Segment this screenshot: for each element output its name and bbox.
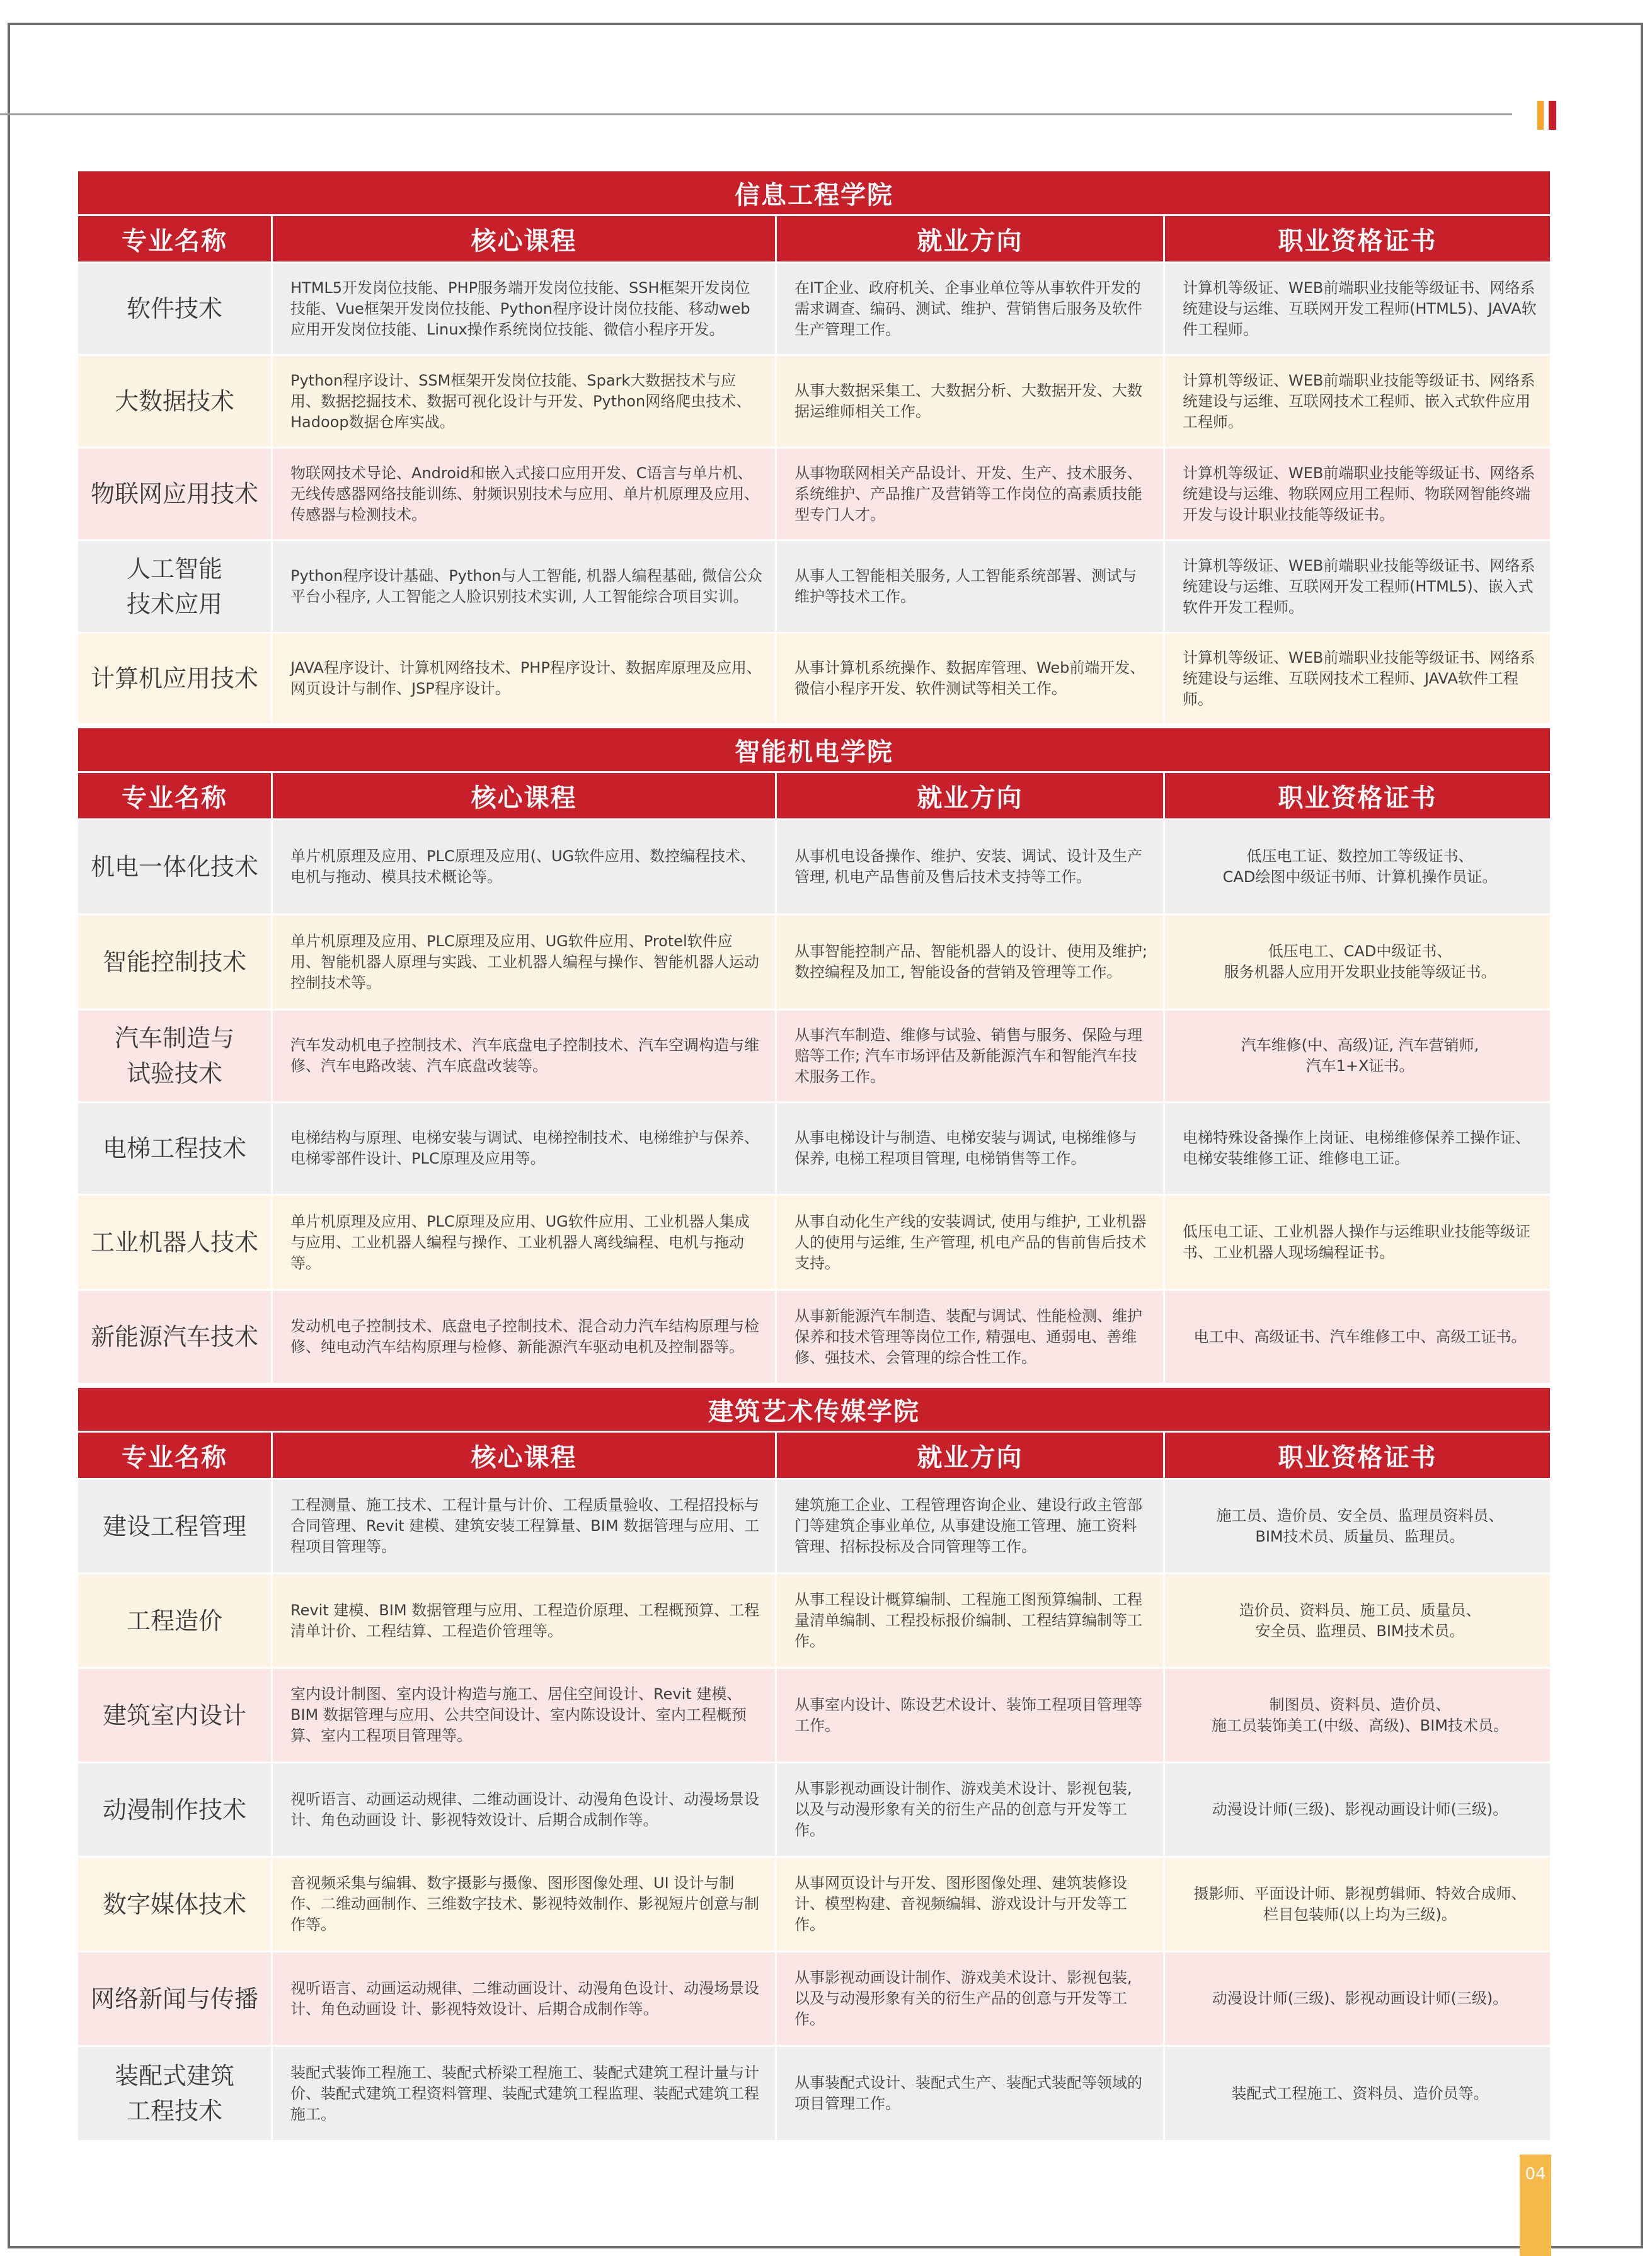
certificates-text: 低压电工证、数控加工等级证书、 CAD绘图中级证书师、计算机操作员证。 — [1222, 847, 1498, 886]
certificates-cell — [1163, 634, 1550, 723]
core-courses-text: 发动机电子控制技术、底盘电子控制技术、混合动力汽车结构原理与检修、纯电动汽车结构原理与检修、新能源汽车驱动电机及控制器等。 — [290, 1317, 759, 1356]
column-header-name: 专业名称 — [122, 226, 227, 256]
program-name-text: 工业机器人技术 — [90, 1228, 258, 1256]
certificates-text: 汽车维修(中、高级)证, 汽车营销师, 汽车1+X证书。 — [1241, 1036, 1479, 1075]
certificates-cell — [1163, 449, 1550, 539]
core-courses-text: 装配式装饰工程施工、装配式桥梁工程施工、装配式建筑工程计量与计价、装配式建筑工程资料管理、装配式建筑工程监理、装配式建筑工程施工。 — [290, 2063, 759, 2123]
core-courses-cell — [271, 1574, 775, 1667]
career-direction-cell — [775, 449, 1163, 539]
program-name-text: 工程造价 — [126, 1606, 222, 1635]
program-name-cell — [78, 1574, 271, 1667]
program-name-cell — [78, 634, 271, 723]
program-name-text: 计算机应用技术 — [90, 665, 258, 692]
career-direction-text: 从事物联网相关产品设计、开发、生产、技术服务、系统维护、产品推广及营销等工作岗位的高素质技能型专门人才。 — [794, 464, 1142, 524]
certificates-cell — [1163, 541, 1550, 632]
core-courses-text: Revit 建模、BIM 数据管理与应用、工程造价原理、工程概预算、工程清单计价、工程结算、工程造价管理等。 — [290, 1601, 760, 1640]
core-courses-text: 音视频采集与编辑、数字摄影与摄像、图形图像处理、UI 设计与制作、二维动画制作、三维数字技术、影视特效制作、影视短片创意与制作等。 — [290, 1874, 759, 1933]
career-direction-cell — [775, 356, 1163, 447]
table-row — [78, 539, 1550, 632]
table-row — [78, 261, 1550, 354]
section-3 — [78, 1388, 1550, 2140]
certificates-text: 施工员、造价员、安全员、监理员资料员、 BIM技术员、质量员、监理员。 — [1216, 1506, 1504, 1545]
certificates-text: 计算机等级证、WEB前端职业技能等级证书、网络系统建设与运维、互联网开发工程师(HTML5)、JAVA软件工程师。 — [1183, 278, 1537, 338]
certificates-cell — [1163, 1669, 1550, 1761]
career-direction-text: 从事自动化生产线的安装调试, 使用与维护, 工业机器人的使用与运维, 生产管理, 机电产品的售前售后技术支持。 — [794, 1212, 1147, 1272]
column-header-certs: 职业资格证书 — [1163, 1433, 1550, 1478]
core-courses-text: 单片机原理及应用、PLC原理及应用、UG软件应用、Protel软件应用、智能机器人原理与实践、工业机器人编程与操作、智能机器人运动控制技术等。 — [290, 932, 759, 992]
career-direction-cell — [775, 541, 1163, 632]
career-direction-text: 从事汽车制造、维修与试验、销售与服务、保险与理赔等工作; 汽车市场评估及新能源汽车和智能汽车技术服务工作。 — [794, 1026, 1142, 1085]
career-direction-cell — [775, 1858, 1163, 1950]
career-direction-cell — [775, 1952, 1163, 2045]
core-courses-cell — [271, 1480, 775, 1572]
column-header-row — [78, 214, 1550, 261]
certificates-cell — [1163, 820, 1550, 913]
section-title: 信息工程学院 — [78, 171, 1550, 214]
certificates-text: 计算机等级证、WEB前端职业技能等级证书、网络系统建设与运维、互联网技术工程师、JAVA软件工程师。 — [1183, 648, 1535, 708]
program-name-cell — [78, 1858, 271, 1950]
program-name-text: 动漫制作技术 — [102, 1795, 246, 1824]
certificates-cell — [1163, 2047, 1550, 2140]
core-courses-cell — [271, 1669, 775, 1761]
table-row — [78, 1478, 1550, 1572]
program-name-text: 数字媒体技术 — [102, 1890, 246, 1918]
program-name-text: 建筑室内设计 — [102, 1701, 246, 1729]
career-direction-text: 从事新能源汽车制造、装配与调试、性能检测、维护保养和技术管理等岗位工作, 精强电、通弱电、善维修、强技术、会管理的综合性工作。 — [794, 1307, 1142, 1366]
certificates-cell — [1163, 356, 1550, 447]
certificates-text: 低压电工证、工业机器人操作与运维职业技能等级证书、工业机器人现场编程证书。 — [1183, 1223, 1530, 1261]
career-direction-text: 从事计算机系统操作、数据库管理、Web前端开发、微信小程序开发、软件测试等相关工作。 — [794, 659, 1145, 697]
program-name-cell — [78, 541, 271, 632]
table-row — [78, 1761, 1550, 1856]
core-courses-text: Python程序设计基础、Python与人工智能, 机器人编程基础, 微信公众平台小程序, 人工智能之人脸识别技术实训, 人工智能综合项目实训。 — [290, 567, 762, 605]
table-row — [78, 818, 1550, 913]
corner-accent-mark — [1537, 101, 1556, 130]
core-courses-text: Python程序设计、SSM框架开发岗位技能、Spark大数据技术与应用、数据挖掘技术、数据可视化设计与开发、Python网络爬虫技术、Hadoop数据仓库实战。 — [290, 371, 752, 431]
core-courses-cell — [271, 449, 775, 539]
program-name-cell — [78, 1669, 271, 1761]
core-courses-text: 电梯结构与原理、电梯安装与调试、电梯控制技术、电梯维护与保养、电梯零部件设计、PLC原理及应用等。 — [290, 1129, 759, 1167]
table-row — [78, 1194, 1550, 1289]
section-title: 建筑艺术传媒学院 — [78, 1388, 1550, 1431]
career-direction-cell — [775, 915, 1163, 1009]
table-row — [78, 1289, 1550, 1383]
program-name-cell — [78, 1011, 271, 1101]
table-row — [78, 1572, 1550, 1667]
column-header-name: 专业名称 — [122, 783, 227, 813]
certificates-text: 装配式工程施工、资料员、造价员等。 — [1231, 2084, 1489, 2102]
column-header-jobs: 就业方向 — [775, 1433, 1163, 1478]
column-header-jobs: 就业方向 — [775, 216, 1163, 261]
column-header-row — [78, 1431, 1550, 1478]
program-name-cell — [78, 820, 271, 913]
core-courses-text: 汽车发动机电子控制技术、汽车底盘电子控制技术、汽车空调构造与维修、汽车电路改装、汽车底盘改装等。 — [290, 1036, 759, 1075]
career-direction-cell — [775, 1011, 1163, 1101]
certificates-cell — [1163, 1011, 1550, 1101]
career-direction-text: 从事室内设计、陈设艺术设计、装饰工程项目管理等工作。 — [794, 1695, 1142, 1734]
core-courses-cell — [271, 820, 775, 913]
career-direction-text: 建筑施工企业、工程管理咨询企业、建设行政主管部门等建筑企事业单位, 从事建设施工管理、施工资料管理、招标投标及合同管理等工作。 — [794, 1496, 1142, 1555]
career-direction-text: 在IT企业、政府机关、企事业单位等从事软件开发的需求调查、编码、测试、维护、营销售后服务及软件生产管理工作。 — [794, 278, 1142, 338]
table-row — [78, 1950, 1550, 2045]
table-row — [78, 354, 1550, 447]
career-direction-cell — [775, 1763, 1163, 1856]
table-row — [78, 1009, 1550, 1101]
core-courses-cell — [271, 2047, 775, 2140]
certificates-text: 计算机等级证、WEB前端职业技能等级证书、网络系统建设与运维、物联网应用工程师、物联网智能终端开发与设计职业技能等级证书。 — [1183, 464, 1535, 524]
program-name-cell — [78, 449, 271, 539]
core-courses-cell — [271, 1011, 775, 1101]
section-2 — [78, 728, 1550, 1383]
certificates-text: 低压电工、CAD中级证书、 服务机器人应用开发职业技能等级证书。 — [1224, 942, 1496, 981]
career-direction-text: 从事影视动画设计制作、游戏美术设计、影视包装, 以及与动漫形象有关的衍生产品的创意与开发等工作。 — [794, 1969, 1132, 2028]
certificates-text: 计算机等级证、WEB前端职业技能等级证书、网络系统建设与运维、互联网开发工程师(HTML5)、嵌入式软件开发工程师。 — [1183, 556, 1535, 616]
program-name-cell — [78, 1952, 271, 2045]
column-header-row — [78, 771, 1550, 818]
program-name-cell — [78, 1763, 271, 1856]
table-row — [78, 1101, 1550, 1194]
certificates-cell — [1163, 1858, 1550, 1950]
core-courses-cell — [271, 541, 775, 632]
core-courses-text: 工程测量、施工技术、工程计量与计价、工程质量验收、工程招投标与合同管理、Revit 建模、建筑安装工程算量、BIM 数据管理与应用、工程项目管理等。 — [290, 1496, 760, 1555]
core-courses-cell — [271, 356, 775, 447]
program-name-cell — [78, 915, 271, 1009]
core-courses-cell — [271, 1952, 775, 2045]
table-row — [78, 913, 1550, 1009]
core-courses-cell — [271, 263, 775, 354]
program-name-cell — [78, 356, 271, 447]
program-name-text: 网络新闻与传播 — [90, 1984, 258, 2013]
core-courses-text: 视听语言、动画运动规律、二维动画设计、动漫角色设计、动漫场景设计、角色动画设 计、影视特效设计、后期合成制作等。 — [290, 1790, 759, 1829]
career-direction-cell — [775, 263, 1163, 354]
career-direction-cell — [775, 820, 1163, 913]
core-courses-cell — [271, 1103, 775, 1194]
core-courses-cell — [271, 634, 775, 723]
core-courses-text: 物联网技术导论、Android和嵌入式接口应用开发、C语言与单片机、无线传感器网络技能训练、射频识别技术与应用、单片机原理及应用、传感器与检测技术。 — [290, 464, 759, 524]
table-row — [78, 632, 1550, 723]
accent-bar-red — [1549, 101, 1556, 130]
core-courses-cell — [271, 1858, 775, 1950]
core-courses-cell — [271, 1196, 775, 1289]
table-row — [78, 1856, 1550, 1950]
certificates-cell — [1163, 263, 1550, 354]
core-courses-cell — [271, 1291, 775, 1383]
program-name-text: 装配式建筑 工程技术 — [114, 2062, 234, 2125]
career-direction-text: 从事网页设计与开发、图形图像处理、建筑装修设计、模型构建、音视频编辑、游戏设计与开发等工作。 — [794, 1874, 1127, 1933]
program-name-text: 新能源汽车技术 — [90, 1323, 258, 1351]
career-direction-cell — [775, 1669, 1163, 1761]
table-row — [78, 447, 1550, 539]
core-courses-text: 单片机原理及应用、PLC原理及应用(、UG软件应用、数控编程技术、电机与拖动、模具技术概论等。 — [290, 847, 756, 886]
column-header-jobs: 就业方向 — [775, 773, 1163, 818]
column-header-name: 专业名称 — [122, 1443, 227, 1472]
core-courses-text: 单片机原理及应用、PLC原理及应用、UG软件应用、工业机器人集成与应用、工业机器人编程与操作、工业机器人离线编程、电机与拖动等。 — [290, 1212, 750, 1272]
career-direction-text: 从事工程设计概算编制、工程施工图预算编制、工程量清单编制、工程投标报价编制、工程结算编制等工作。 — [794, 1591, 1142, 1650]
certificates-cell — [1163, 1480, 1550, 1572]
program-name-text: 建设工程管理 — [102, 1512, 246, 1540]
core-courses-cell — [271, 1763, 775, 1856]
table-row — [78, 2045, 1550, 2140]
program-name-text: 电梯工程技术 — [102, 1135, 246, 1162]
career-direction-cell — [775, 1196, 1163, 1289]
career-direction-cell — [775, 1291, 1163, 1383]
certificates-cell — [1163, 915, 1550, 1009]
column-header-certs: 职业资格证书 — [1163, 773, 1550, 818]
page-number: 04 — [1520, 2155, 1551, 2256]
program-name-cell — [78, 1103, 271, 1194]
certificates-cell — [1163, 1763, 1550, 1856]
core-courses-text: 视听语言、动画运动规律、二维动画设计、动漫角色设计、动漫场景设计、角色动画设 计、影视特效设计、后期合成制作等。 — [290, 1979, 759, 2018]
core-courses-cell — [271, 915, 775, 1009]
column-header-courses: 核心课程 — [271, 773, 775, 818]
career-direction-text: 从事影视动画设计制作、游戏美术设计、影视包装, 以及与动漫形象有关的衍生产品的创意与开发等工作。 — [794, 1780, 1132, 1839]
career-direction-text: 从事智能控制产品、智能机器人的设计、使用及维护; 数控编程及加工, 智能设备的营销及管理等工作。 — [794, 942, 1148, 981]
career-direction-text: 从事装配式设计、装配式生产、装配式装配等领域的项目管理工作。 — [794, 2074, 1142, 2112]
certificates-cell — [1163, 1952, 1550, 2045]
career-direction-cell — [775, 1574, 1163, 1667]
core-courses-text: HTML5开发岗位技能、PHP服务端开发岗位技能、SSH框架开发岗位技能、Vue框架开发岗位技能、Python程序设计岗位技能、移动web应用开发岗位技能、Linux操作系统岗位技能、微信小程序开发。 — [290, 278, 750, 338]
section-1 — [78, 171, 1550, 723]
career-direction-cell — [775, 2047, 1163, 2140]
table-row — [78, 1667, 1550, 1761]
program-name-text: 大数据技术 — [114, 387, 234, 415]
program-name-text: 软件技术 — [126, 295, 222, 323]
program-name-text: 智能控制技术 — [102, 948, 246, 976]
certificates-cell — [1163, 1103, 1550, 1194]
certificates-text: 动漫设计师(三级)、影视动画设计师(三级)。 — [1212, 1990, 1508, 2007]
certificates-cell — [1163, 1196, 1550, 1289]
certificates-text: 计算机等级证、WEB前端职业技能等级证书、网络系统建设与运维、互联网技术工程师、嵌入式软件应用工程师。 — [1183, 371, 1535, 431]
accent-bar-orange — [1537, 101, 1544, 130]
certificates-text: 摄影师、平面设计师、影视剪辑师、特效合成师、 栏目包装师(以上均为三级)。 — [1193, 1884, 1527, 1923]
career-direction-cell — [775, 634, 1163, 723]
certificates-text: 电梯特殊设备操作上岗证、电梯维修保养工操作证、电梯安装维修工证、维修电工证。 — [1183, 1129, 1530, 1167]
column-header-certs: 职业资格证书 — [1163, 216, 1550, 261]
column-header-courses: 核心课程 — [271, 216, 775, 261]
certificates-text: 动漫设计师(三级)、影视动画设计师(三级)。 — [1212, 1801, 1508, 1818]
program-name-cell — [78, 2047, 271, 2140]
certificates-text: 造价员、资料员、施工员、质量员、 安全员、监理员、BIM技术员。 — [1239, 1601, 1481, 1640]
career-direction-text: 从事人工智能相关服务, 人工智能系统部署、测试与维护等技术工作。 — [794, 567, 1137, 605]
section-title: 智能机电学院 — [78, 728, 1550, 771]
certificates-cell — [1163, 1574, 1550, 1667]
header-rule — [0, 113, 1512, 115]
programs-table — [78, 171, 1550, 2140]
core-courses-text: 室内设计制图、室内设计构造与施工、居住空间设计、Revit 建模、BIM 数据管理与应用、公共空间设计、室内陈设设计、室内工程概预算、室内工程项目管理等。 — [290, 1685, 747, 1744]
core-courses-text: JAVA程序设计、计算机网络技术、PHP程序设计、数据库原理及应用、网页设计与制作、JSP程序设计。 — [290, 659, 762, 697]
column-header-courses: 核心课程 — [271, 1433, 775, 1478]
career-direction-text: 从事机电设备操作、维护、安装、调试、设计及生产管理, 机电产品售前及售后技术支持等工作。 — [794, 847, 1142, 886]
program-name-cell — [78, 1196, 271, 1289]
career-direction-cell — [775, 1103, 1163, 1194]
certificates-text: 制图员、资料员、造价员、 施工员装饰美工(中级、高级)、BIM技术员。 — [1212, 1695, 1508, 1734]
certificates-cell — [1163, 1291, 1550, 1383]
program-name-text: 人工智能 技术应用 — [126, 555, 222, 618]
program-name-cell — [78, 263, 271, 354]
career-direction-text: 从事大数据采集工、大数据分析、大数据开发、大数据运维师相关工作。 — [794, 382, 1142, 420]
certificates-text: 电工中、高级证书、汽车维修工中、高级工证书。 — [1193, 1327, 1527, 1346]
career-direction-text: 从事电梯设计与制造、电梯安装与调试, 电梯维修与保养, 电梯工程项目管理, 电梯销售等工作。 — [794, 1129, 1137, 1167]
program-name-text: 机电一体化技术 — [90, 853, 258, 881]
program-name-text: 物联网应用技术 — [90, 480, 258, 508]
program-name-cell — [78, 1291, 271, 1383]
program-name-cell — [78, 1480, 271, 1572]
career-direction-cell — [775, 1480, 1163, 1572]
program-name-text: 汽车制造与 试验技术 — [114, 1024, 234, 1087]
